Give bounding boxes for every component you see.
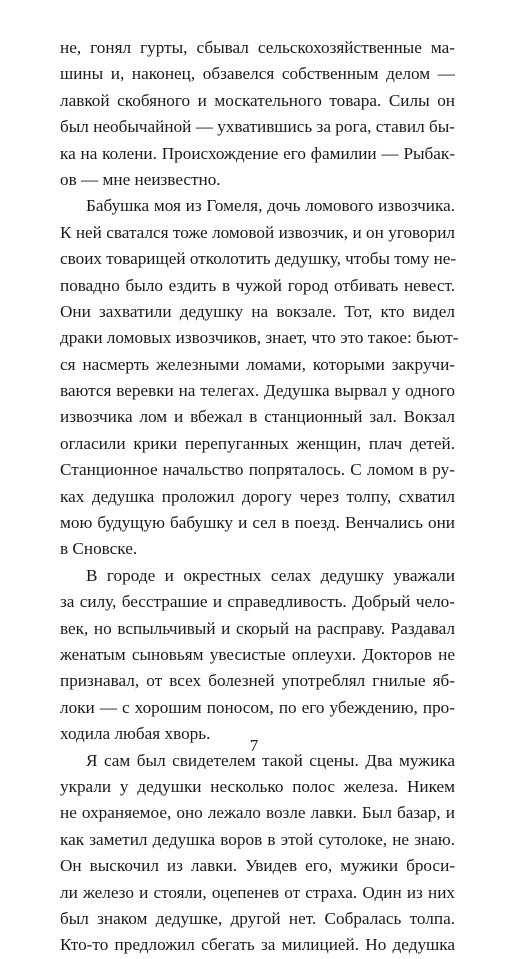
text-line: огласили крики перепуганных женщин, плач детей.: [60, 433, 455, 453]
text-line: ов — мне неизвестно.: [60, 169, 221, 189]
text-line: В городе и окрестных селах дедушку уважали: [86, 565, 455, 585]
text-line: драки ломовых извозчиков, знает, что это такое: бьют-: [60, 328, 459, 348]
text-line: повадно было ездить в чужой город отбивать невест.: [60, 275, 455, 295]
text-line: Я сам был свидетелем такой сцены. Два мужика: [86, 750, 455, 770]
page-number: 7: [249, 736, 259, 755]
text-line: женатым сыновьям увесистые оплеухи. Докторов не: [60, 644, 455, 664]
text-line: как заметил дедушка воров в этой сутолоке, не знаю.: [60, 829, 455, 849]
text-line: был знаком дедушке, другой нет. Собралась толпа.: [60, 908, 455, 928]
text-line: К ней сватался тоже ломовой извозчик, и он уговорил: [60, 222, 455, 242]
text-line: Кто-то предложил сбегать за милицией. Но дедушка: [60, 935, 455, 955]
text-line: за силу, бесстрашие и справедливость. Добрый чело-: [60, 592, 455, 612]
text-line: ходила любая хворь.: [60, 724, 211, 744]
text-line: мою будущую бабушку и сел в поезд. Венчались они: [60, 513, 455, 533]
text-line: локи — с хорошим поносом, по его убеждению, про-: [60, 697, 455, 717]
text-line: не охраняемое, оно лежало возле лавки. Был базар, и: [60, 803, 455, 823]
text-line: извозчика лом и вбежал в станционный зал. Вокзал: [60, 407, 455, 427]
text-line: Они захватили дедушку на вокзале. Тот, кто видел: [60, 301, 455, 321]
text-line: не, гонял гурты, сбывал сельскохозяйственные ма-: [60, 38, 455, 57]
text-line: Бабушка моя из Гомеля, дочь ломового извозчика.: [86, 196, 455, 216]
text-line: Станционное начальство попряталось. С ломом в ру-: [60, 460, 455, 480]
text-line: украли у дедушки несколько полос железа. Никем: [60, 776, 455, 796]
text-line: ли железо и стояли, оцепенев от страха. Один из них: [60, 882, 455, 902]
text-line: своих товарищей отколотить дедушку, чтобы тому не-: [60, 249, 457, 269]
text-line: ках дедушка проложил дорогу через толпу, схватил: [60, 486, 455, 506]
text-line: шины и, наконец, обзавелся собственным делом —: [60, 64, 455, 84]
text-line: ка на колени. Происхождение его фамилии — Рыбак-: [60, 143, 455, 163]
text-line: признавал, от всех болезней употреблял гнилые яб-: [60, 671, 455, 691]
text-line: ся насмерть железными ломами, которыми закручи-: [60, 354, 455, 374]
page-body-text: [60, 35, 459, 959]
text-line: ваются веревки на телегах. Дедушка вырвал у одного: [60, 381, 455, 401]
text-line: век, но вспыльчивый и скорый на расправу. Раздавал: [60, 618, 455, 638]
text-line: в Сновске.: [60, 539, 138, 559]
text-line: был необычайной — ухватившись за рога, ставил бы-: [60, 117, 455, 137]
text-line: Он выскочил из лавки. Увидев его, мужики броси-: [60, 856, 455, 876]
text-line: лавкой скобяного и москательного товара. Силы он: [60, 90, 455, 110]
